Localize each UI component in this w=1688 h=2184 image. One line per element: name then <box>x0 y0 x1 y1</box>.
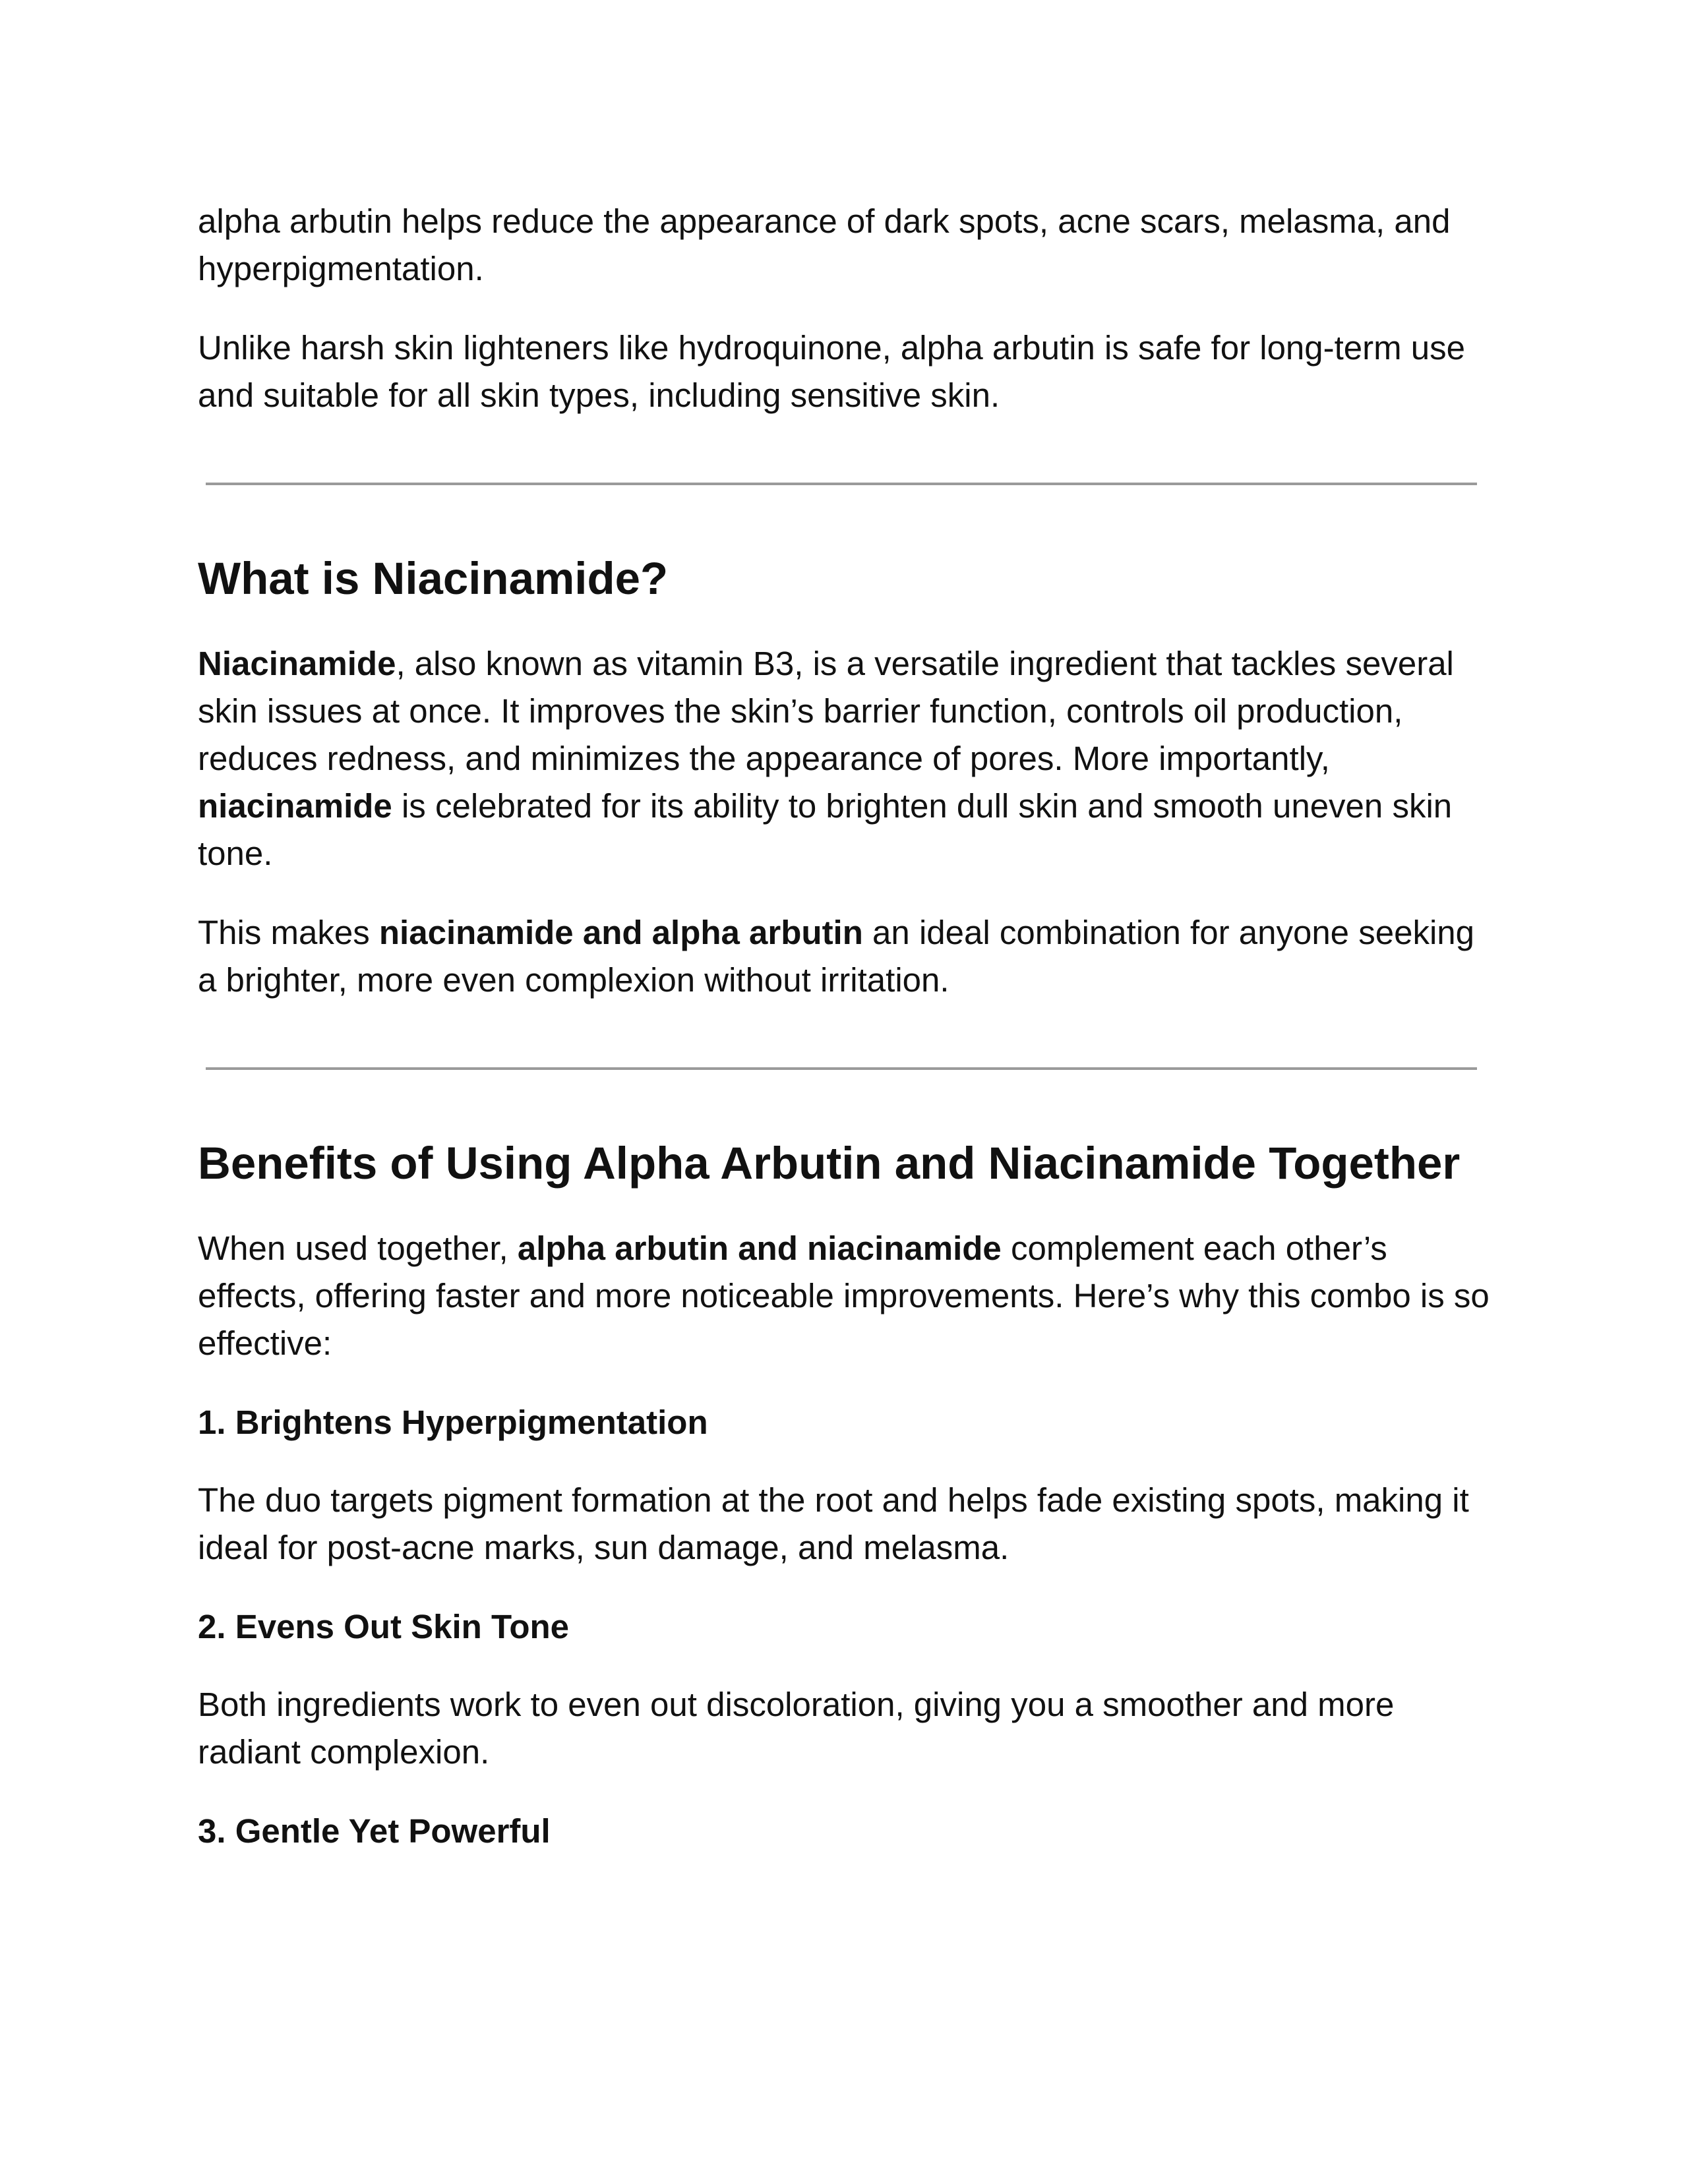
benefit-text-2: Both ingredients work to even out discoloration, giving you a smoother and more radiant complexion. <box>198 1686 1395 1771</box>
section-divider-2 <box>206 1067 1477 1070</box>
niacinamide-text: , also known as vitamin B3, is a versatile ingredient that tackles several skin issues at once. It improves the skin’s barrier function, controls oil production, reduces redness, and minimizes the appearance of pores. More importantly, <box>198 645 1454 777</box>
combo-text-1: This makes <box>198 914 379 951</box>
benefits-heading: Benefits of Using Alpha Arbutin and Niacinamide Together <box>198 1138 1461 1189</box>
intro-paragraph-1: alpha arbutin helps reduce the appearance of dark spots, acne scars, melasma, and hyperpigmentation. <box>198 202 1451 287</box>
benefits-intro-paragraph <box>198 1225 1490 1367</box>
niacinamide-paragraph-1 <box>198 640 1490 877</box>
benefit-title-3: 3. Gentle Yet Powerful <box>198 1812 551 1850</box>
niacinamide-paragraph-2 <box>198 909 1490 1004</box>
benefit-title-1: 1. Brightens Hyperpigmentation <box>198 1403 708 1441</box>
benefits-intro-text-1: When used together, <box>198 1229 518 1267</box>
benefits-intro-term: alpha arbutin and niacinamide <box>517 1229 1002 1267</box>
intro-paragraph-2: Unlike harsh skin lighteners like hydroquinone, alpha arbutin is safe for long-term use and suitable for all skin types, including sensitive skin. <box>198 329 1466 414</box>
document-content <box>198 198 1490 1885</box>
combo-term: niacinamide and alpha arbutin <box>378 914 863 951</box>
niacinamide-term-2: niacinamide <box>198 787 392 825</box>
niacinamide-term: Niacinamide <box>198 645 396 682</box>
section-divider <box>206 483 1477 485</box>
niacinamide-text-2: is celebrated for its ability to brighten dull skin and smooth uneven skin tone. <box>198 787 1453 872</box>
benefit-text-1: The duo targets pigment formation at the root and helps fade existing spots, making it ideal for post-acne marks, sun damage, and melasma. <box>198 1481 1469 1566</box>
niacinamide-heading: What is Niacinamide? <box>198 553 669 604</box>
benefit-title-2: 2. Evens Out Skin Tone <box>198 1608 570 1645</box>
combo-text-2: an ideal combination for anyone seeking a brighter, more even complexion without irritation. <box>198 914 1475 999</box>
benefits-intro-text-2: complement each other’s effects, offering faster and more noticeable improvements. Here’s why this combo is so effective: <box>198 1229 1490 1362</box>
